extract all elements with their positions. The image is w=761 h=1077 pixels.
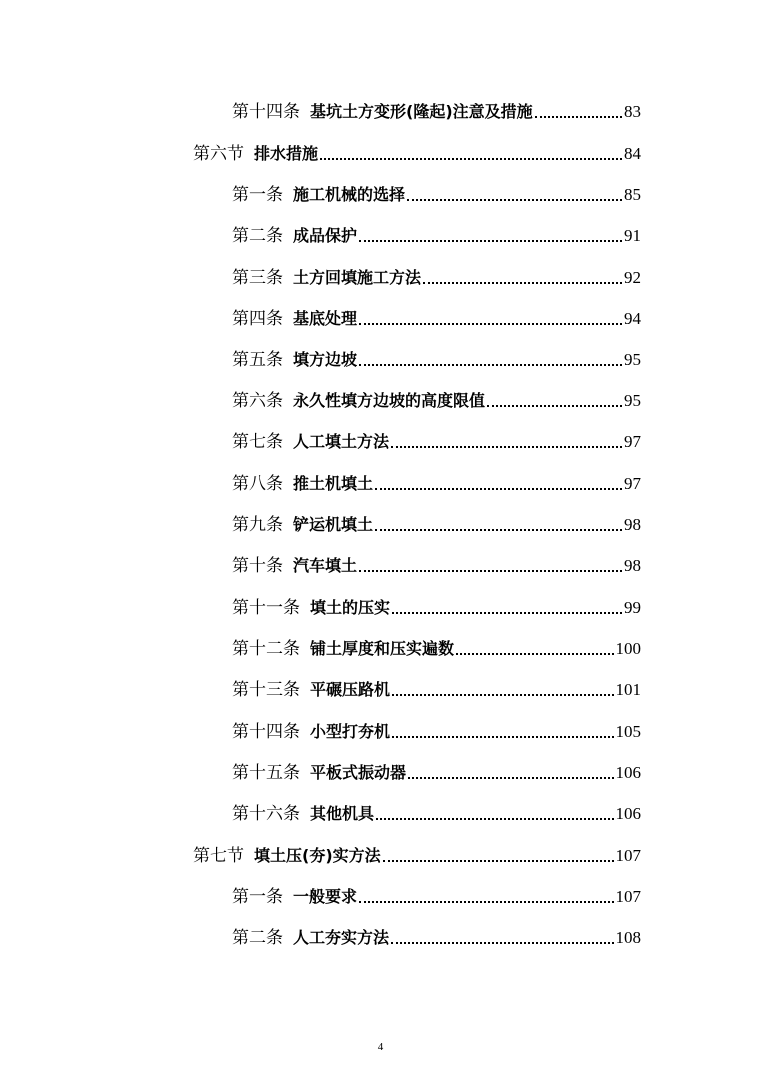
toc-entry-page: 98 (624, 515, 641, 534)
toc-entry-page: 106 (615, 763, 641, 782)
toc-entry-title: 人工夯实方法 (293, 928, 390, 947)
toc-entry-number: 第十六条 (232, 804, 300, 824)
toc-entry-title: 人工填土方法 (293, 432, 390, 451)
toc-entry-page: 98 (624, 556, 641, 575)
toc-entry-number: 第十条 (232, 556, 283, 576)
toc-entry-number: 第九条 (232, 515, 283, 535)
toc-entry-number: 第七节 (193, 846, 244, 866)
toc-entry-page: 91 (624, 226, 641, 245)
toc-dot-leader (392, 612, 622, 614)
toc-entry-number: 第十四条 (232, 722, 300, 742)
toc-entry[interactable] (232, 424, 641, 452)
toc-entry-number: 第八条 (232, 474, 283, 494)
toc-entry[interactable] (232, 672, 641, 700)
toc-entry-title: 排水措施 (254, 144, 319, 163)
toc-entry-title: 其他机具 (310, 804, 375, 823)
toc-entry[interactable] (232, 94, 641, 122)
toc-entry-number: 第十二条 (232, 639, 300, 659)
toc-entry[interactable] (232, 383, 641, 411)
toc-entry-title: 成品保护 (293, 226, 358, 245)
toc-entry-number: 第四条 (232, 309, 283, 329)
toc-entry-number: 第五条 (232, 350, 283, 370)
toc-entry-title: 基底处理 (293, 309, 358, 328)
toc-entry-number: 第三条 (232, 268, 283, 288)
toc-entry-page: 105 (615, 722, 641, 741)
toc-entry-title: 填方边坡 (293, 350, 358, 369)
toc-entry-title: 铺土厚度和压实遍数 (310, 639, 455, 658)
toc-entry-page: 100 (615, 639, 641, 658)
toc-entry[interactable] (232, 879, 641, 907)
toc-entry[interactable] (232, 755, 641, 783)
toc-entry[interactable] (232, 260, 641, 288)
toc-entry-title: 汽车填土 (293, 556, 358, 575)
toc-entry-number: 第二条 (232, 226, 283, 246)
toc-dot-leader (375, 529, 622, 531)
toc-dot-leader (407, 199, 622, 201)
toc-dot-leader (391, 942, 613, 944)
toc-entry[interactable] (232, 466, 641, 494)
toc-entry-page: 84 (624, 144, 641, 163)
toc-dot-leader (408, 777, 613, 779)
toc-entry-page: 108 (615, 928, 641, 947)
toc-entry-page: 94 (624, 309, 641, 328)
toc-entry[interactable] (232, 920, 641, 948)
toc-entry[interactable] (232, 590, 641, 618)
toc-entry-title: 小型打夯机 (310, 722, 391, 741)
toc-entry[interactable] (193, 838, 641, 866)
toc-dot-leader (392, 694, 613, 696)
toc-dot-leader (320, 158, 622, 160)
toc-entry-page: 106 (615, 804, 641, 823)
toc-entry[interactable] (232, 714, 641, 742)
toc-dot-leader (487, 405, 622, 407)
toc-entry[interactable] (232, 342, 641, 370)
toc-entry-page: 92 (624, 268, 641, 287)
toc-entry-number: 第六条 (232, 391, 283, 411)
toc-entry[interactable] (232, 631, 641, 659)
toc-entry-title: 施工机械的选择 (293, 185, 406, 204)
toc-entry-title: 填土的压实 (310, 598, 391, 617)
toc-entry-page: 107 (615, 887, 641, 906)
toc-entry-title: 土方回填施工方法 (293, 268, 422, 287)
toc-dot-leader (359, 364, 622, 366)
toc-dot-leader (359, 901, 613, 903)
toc-entry[interactable] (232, 548, 641, 576)
toc-entry-number: 第十一条 (232, 598, 300, 618)
toc-entry[interactable] (193, 136, 641, 164)
toc-entry-number: 第六节 (193, 144, 244, 164)
toc-entry[interactable] (232, 796, 641, 824)
toc-dot-leader (383, 860, 614, 862)
toc-entry-number: 第一条 (232, 185, 283, 205)
toc-dot-leader (375, 488, 622, 490)
toc-dot-leader (392, 736, 613, 738)
toc-entry-title: 平板式振动器 (310, 763, 407, 782)
toc-entry-number: 第二条 (232, 928, 283, 948)
toc-entry[interactable] (232, 507, 641, 535)
toc-dot-leader (391, 446, 622, 448)
toc-dot-leader (359, 570, 622, 572)
toc-entry-page: 97 (624, 432, 641, 451)
toc-entry-page: 107 (615, 846, 641, 865)
toc-entry-page: 101 (615, 680, 641, 699)
toc-entry-title: 永久性填方边坡的高度限值 (293, 391, 486, 410)
toc-dot-leader (359, 323, 622, 325)
toc-entry-page: 95 (624, 391, 641, 410)
toc-entry[interactable] (232, 301, 641, 329)
toc-entry-number: 第十三条 (232, 680, 300, 700)
toc-dot-leader (423, 282, 622, 284)
toc-entry-title: 平碾压路机 (310, 680, 391, 699)
toc-entry-number: 第十五条 (232, 763, 300, 783)
toc-entry-title: 一般要求 (293, 887, 358, 906)
toc-entry-title: 推土机填土 (293, 474, 374, 493)
page-number: 4 (377, 1041, 384, 1053)
toc-entry-number: 第七条 (232, 432, 283, 452)
toc-entry-page: 97 (624, 474, 641, 493)
toc-entry-number: 第一条 (232, 887, 283, 907)
toc-dot-leader (456, 653, 613, 655)
toc-dot-leader (376, 818, 613, 820)
toc-entry-page: 83 (624, 102, 641, 121)
toc-entry-title: 填土压(夯)实方法 (254, 846, 381, 865)
toc-entry-page: 95 (624, 350, 641, 369)
toc-dot-leader (535, 116, 622, 118)
toc-entry[interactable] (232, 177, 641, 205)
toc-entry-title: 基坑土方变形(隆起)注意及措施 (310, 102, 533, 121)
toc-entry-page: 99 (624, 598, 641, 617)
toc-dot-leader (359, 240, 622, 242)
toc-entry-page: 85 (624, 185, 641, 204)
toc-entry[interactable] (232, 218, 641, 246)
toc-entry-number: 第十四条 (232, 102, 300, 122)
toc-entry-title: 铲运机填土 (293, 515, 374, 534)
